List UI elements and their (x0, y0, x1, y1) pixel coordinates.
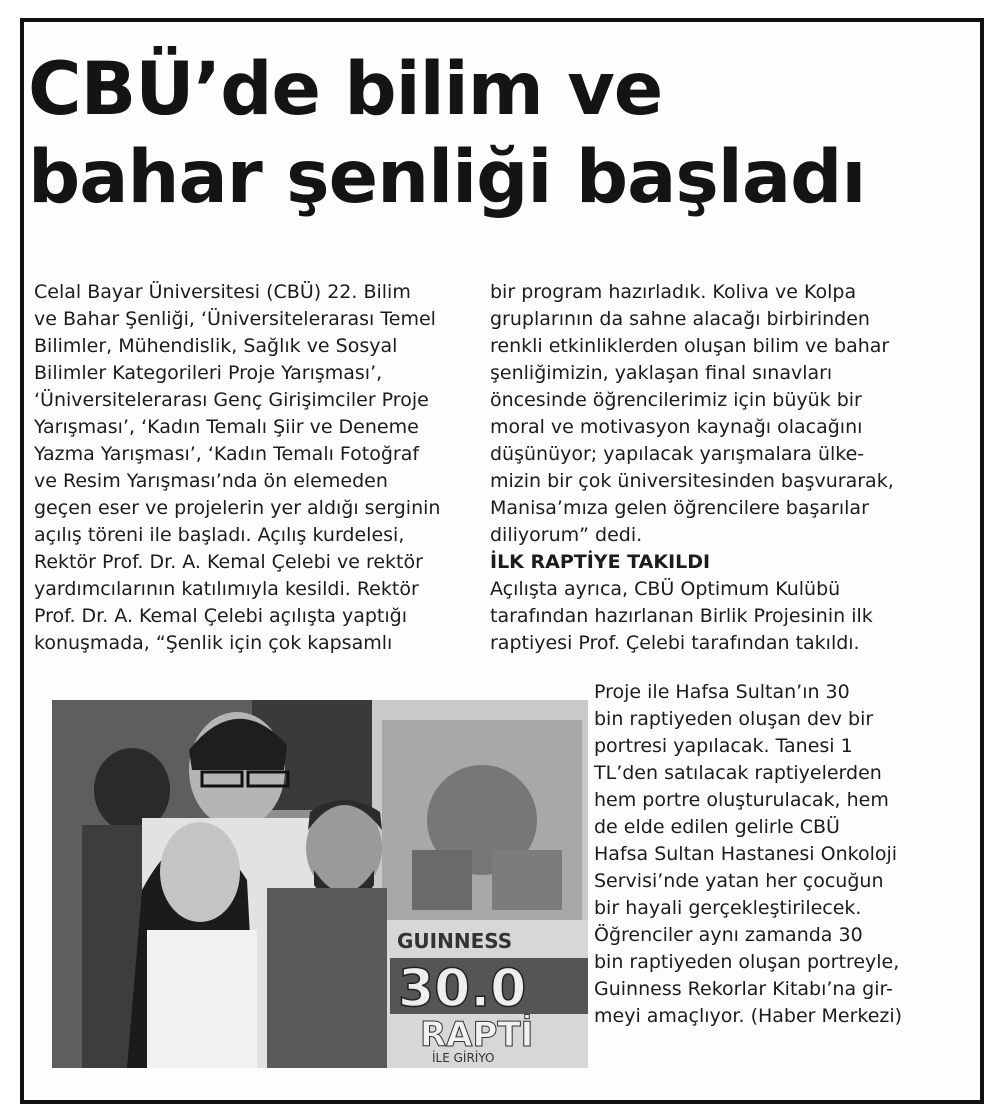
left-column-text: Celal Bayar Üniversitesi (CBÜ) 22. Bilim ve Bahar Şenliği, ‘Üniversitelerarası Temel Bilimler, Mühendislik, Sağlık ve Sosyal Bilimler Kategorileri Proje Yarışması’, ‘Üniversitelerarası Genç Girişimciler Proje Yarışması’, ‘Kadın Temalı Şiir ve Deneme Yazma Yarışması’, ‘Kadın Temalı Fotoğraf ve Resim Yarışması’nda ön elemeden geçen eser ve projelerin yer aldığı serginin açılış töreni ile başladı. Açılış kurdelesi, Rektör Prof. Dr. A. Kemal Çelebi ve rektör yardımcılarının katılımıyla kesildi. Rektör Prof. Dr. A. Kemal Çelebi açılışta yaptığı konuşmada, “Şenlik için çok kapsamlı (34, 281, 441, 654)
subheading: İLK RAPTİYE TAKILDI (490, 551, 711, 573)
right-column (490, 279, 940, 657)
right-column-lower (594, 679, 954, 1030)
headline: CBÜ’de bilim ve bahar şenliği başladı (28, 47, 866, 220)
right-column-bottom-text: Proje ile Hafsa Sultan’ın 30 bin raptiyeden oluşan dev bir portresi yapılacak. Tanesi 1 TL’den satılacak raptiyelerden hem portre oluşturulacak, hem de elde edilen gelirle CBÜ Hafsa Sultan Hastanesi Onkoloji Servisi’nde yatan her çocuğun bir hayali gerçekleştirilecek. Öğrenciler aynı zamanda 30 bin raptiyeden oluşan portreyle, Guinness Rekorlar Kitabı’na gir- meyi amaçlıyor. (Haber Merkezi) (594, 681, 903, 1027)
right-column-mid-text: Açılışta ayrıca, CBÜ Optimum Kulübü tarafından hazırlanan Birlik Projesinin ilk raptiyesi Prof. Çelebi tarafından takıldı. (490, 578, 873, 654)
photo-illustration (52, 700, 588, 1068)
banner-word: RAPTİ (420, 1015, 534, 1055)
right-column-top-text: bir program hazırladık. Koliva ve Kolpa gruplarının da sahne alacağı birbirinden renkli etkinliklerden oluşan bilim ve bahar şenliğimizin, yaklaşan final sınavları öncesinde öğrencilerimiz için büyük bir moral ve motivasyon kaynağı olacağını düşünüyor; yapılacak yarışmalara ülke- mizin bir çok üniversitesinden başvurarak, Manisa’mıza gelen öğrencilere başarılar diliyorum” dedi. (490, 281, 894, 546)
article-photo (52, 700, 588, 1068)
left-column (34, 279, 496, 657)
banner-number: 30.0 (398, 959, 527, 1019)
banner-tag: İLE GİRİYO (432, 1051, 495, 1065)
banner-guinness: GUINNESS (397, 929, 513, 953)
